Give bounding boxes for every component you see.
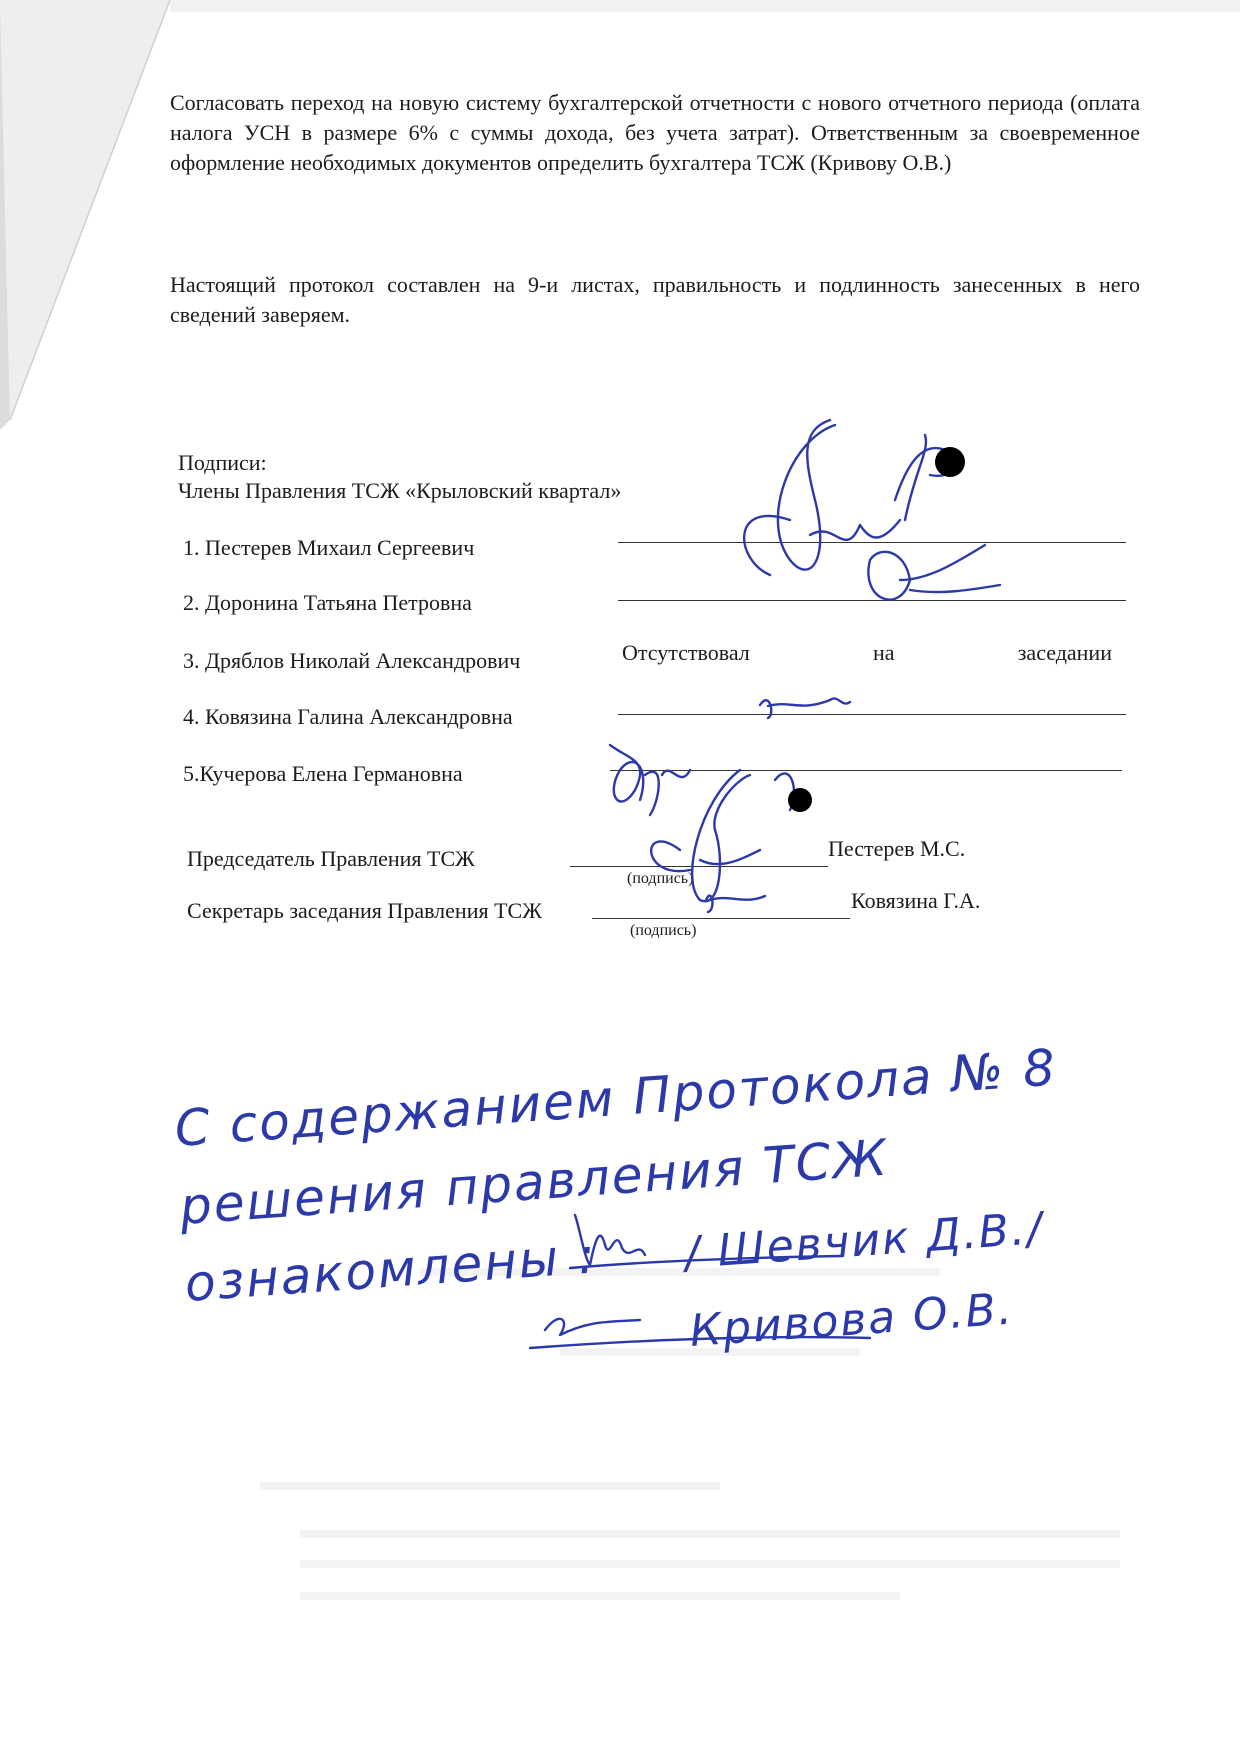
member-5-name: 5.Кучерова Елена Германовна — [183, 761, 463, 786]
member-4-signature-icon — [760, 698, 850, 718]
chairman-label: Председатель Правления ТСЖ — [187, 846, 475, 871]
note-line-2: решения правления ТСЖ — [177, 1128, 891, 1236]
member-1-signature-icon — [744, 420, 965, 575]
member-1-name: 1. Пестерев Михаил Сергеевич — [183, 535, 475, 560]
secretary-signature-line — [592, 918, 850, 919]
protocol-statement: Настоящий протокол составлен на 9-и листах, правильность и подлинность занесенных в него сведений заверяем. — [170, 272, 1140, 327]
secretary-label: Секретарь заседания Правления ТСЖ — [187, 898, 542, 923]
approval-paragraph: Согласовать переход на новую систему бухгалтерской отчетности с нового отчетного периода (оплата налога УСН в размере 6% с суммы дохода, без учета затрат). Ответственным за своевременное оформление необходимых документов определить бухгалтера ТСЖ (Кривову О.В.) — [170, 90, 1140, 175]
member-4-name: 4. Ковязина Галина Александровна — [183, 704, 513, 729]
note-name-1: / Шевчик Д.В./ — [683, 1202, 1046, 1279]
board-heading: Члены Правления ТСЖ «Крыловский квартал» — [178, 478, 622, 503]
note-name-2: Кривова О.В. — [688, 1283, 1016, 1357]
member-5-signature-line — [610, 770, 1122, 771]
member-2-signature-icon — [868, 545, 1000, 600]
member-4-signature-line — [618, 714, 1126, 715]
secretary-name: Ковязина Г.А. — [851, 888, 981, 913]
member-3-absent-note — [622, 640, 1112, 666]
absent-word-2: на — [872, 640, 895, 665]
chairman-signature-caption: (подпись) — [627, 870, 694, 887]
absent-word-3: заседании — [1017, 640, 1112, 665]
secretary-signature-caption: (подпись) — [630, 922, 697, 939]
secretary-signature-icon — [706, 896, 765, 912]
note-line-1: С содержанием Протокола № 8 — [172, 1038, 1059, 1158]
member-2-name: 2. Доронина Татьяна Петровна — [183, 590, 472, 615]
chairman-signature-line — [570, 866, 828, 867]
note-line-3: ознакомлены : — [182, 1226, 599, 1313]
member-5-signature-icon — [610, 745, 690, 815]
absent-word-1: Отсутствовал — [622, 640, 750, 665]
chairman-name: Пестерев М.С. — [828, 836, 966, 861]
member-3-name: 3. Дряблов Николай Александрович — [183, 648, 521, 673]
signatures-heading: Подписи: — [178, 450, 267, 475]
member-2-signature-line — [618, 600, 1126, 601]
member-1-signature-line — [618, 542, 1126, 543]
